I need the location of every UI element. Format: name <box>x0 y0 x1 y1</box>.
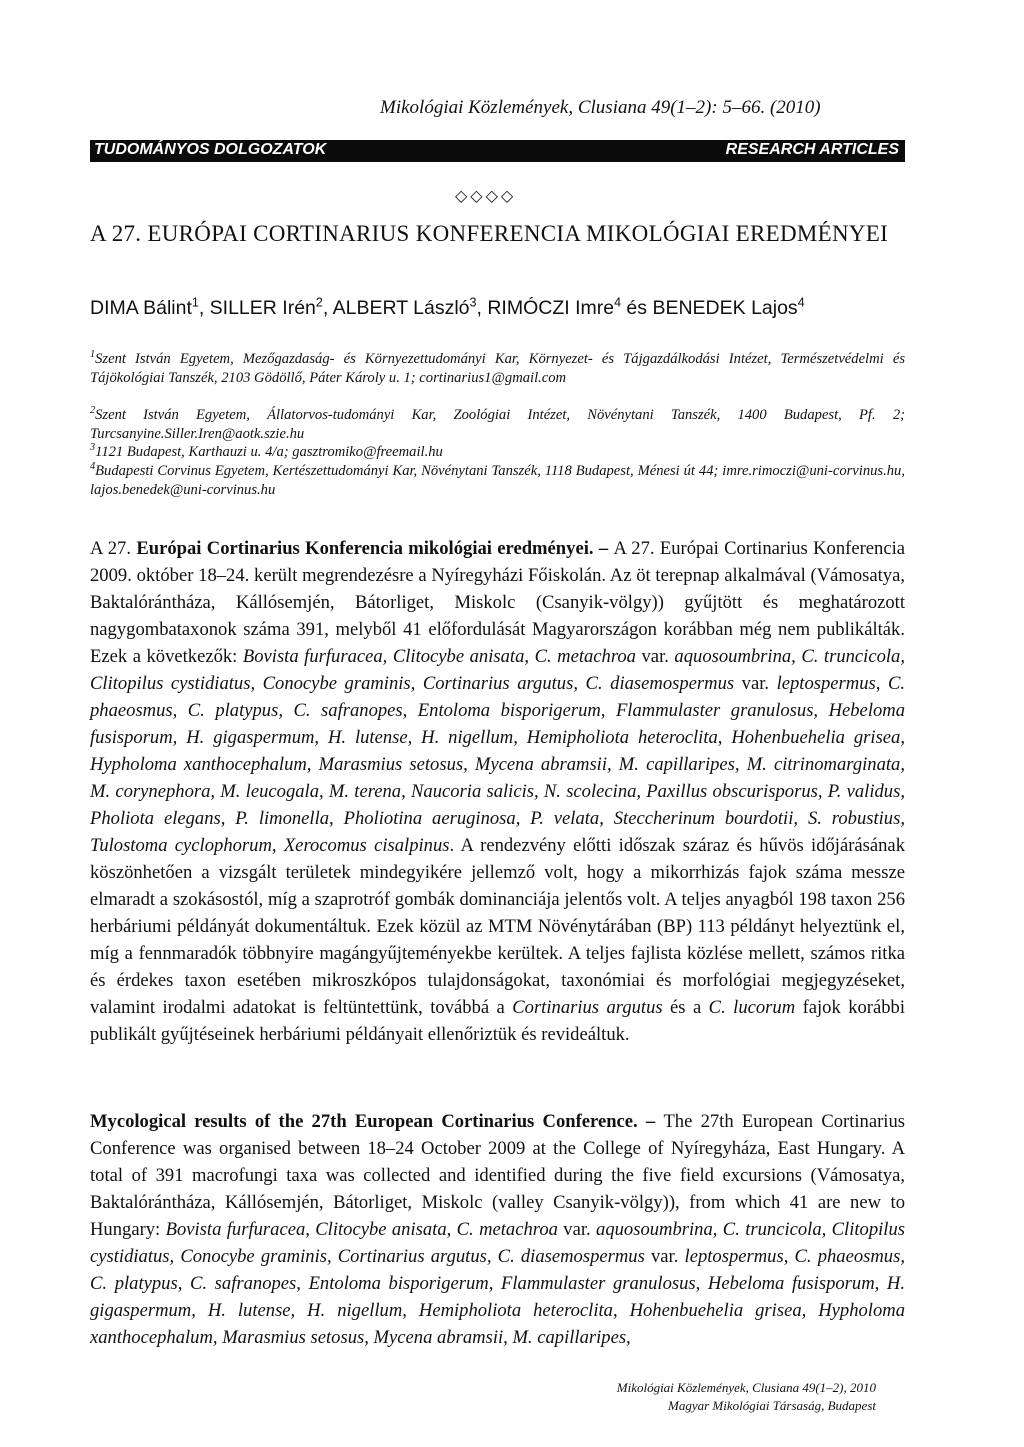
author-name: ALBERT László <box>332 297 470 319</box>
species-names: aquosoumbrina, C. truncicola, Clitopilus cystidiatus, Conocybe graminis, Cortinarius argutus, C. diasemospermus <box>90 646 905 694</box>
author-name: BENEDEK Lajos <box>652 297 798 319</box>
banner-right-label: RESEARCH ARTICLES <box>725 141 899 158</box>
species-names: Cortinarius argutus <box>512 997 663 1018</box>
body-text: fajok korábbi publikált gyűjtéseinek herbáriumi példányait ellenőriztük és revideáltuk. <box>90 997 906 1045</box>
author-name: DIMA Bálint <box>90 297 192 319</box>
affiliation-marker: 3 <box>90 442 96 454</box>
author-separator: , <box>322 297 333 319</box>
affiliation <box>90 443 905 462</box>
author-name: SILLER Irén <box>209 297 316 319</box>
species-names: Bovista furfuracea, Clitocybe anisata, C. metachroa <box>165 1219 558 1240</box>
species-names: aquosoumbrina, C. truncicola, Clitopilus cystidiatus, Conocybe graminis, Cortinarius argutus, C. diasemospermus <box>90 1219 906 1267</box>
author-separator: és <box>621 297 653 319</box>
author-affiliation-marker: 1 <box>191 295 199 310</box>
body-text: var. <box>557 1219 597 1240</box>
body-text: var. <box>644 1246 685 1267</box>
banner-left-label: TUDOMÁNYOS DOLGOZATOK <box>94 141 327 158</box>
article-title: A 27. EURÓPAI CORTINARIUS KONFERENCIA MIKOLÓGIAI EREDMÉNYEI <box>90 221 889 246</box>
author-affiliation-marker: 2 <box>315 295 323 310</box>
abstract-english <box>90 1108 905 1351</box>
author-separator: , <box>198 297 210 319</box>
author-affiliation-marker: 3 <box>469 295 477 310</box>
species-names: leptospermus, C. phaeosmus, C. platypus, C. safranopes, Entoloma bisporigerum, Flammulaster granulosus, Hebeloma fusisporum, H. gigaspermum, H. lutense, H. nigellum, Hemipholiota heteroclita, Hohenbuehelia grisea, Hypholoma xanthocephalum, Marasmius setosus, Mycena abramsii, M. capillaripes, M. citrinomarginata, M. corynephora, M. leucogala, M. terena, Naucoria salicis, N. scolecina, Paxillus obscurisporus, P. validus, Pholiota elegans, P. limonella, Pholiotina aeruginosa, P. velata, Steccherinum bourdotii, S. robustius, Tulostoma cyclophorum, Xerocomus cisalpinus <box>90 673 905 856</box>
affiliation-text: Szent István Egyetem, Állatorvos-tudományi Kar, Zoológiai Intézet, Növénytani Tanszék, 1400 Budapest, Pf. 2; Turcsanyine.Siller.Iren@aotk.szie.hu <box>90 407 905 442</box>
author-list <box>90 293 905 324</box>
affiliation-text: Budapesti Corvinus Egyetem, Kertészettudományi Kar, Növénytani Tanszék, 1118 Budapest, Ménesi út 44; imre.rimoczi@uni-corvinus.hu, lajos.benedek@uni-corvinus.hu <box>90 463 905 498</box>
affiliation-text: Szent István Egyetem, Mezőgazdaság- és Környezettudományi Kar, Környezet- és Tájgazdálkodási Intézet, Természetvédelmi és Tájökológiai Tanszék, 2103 Gödöllő, Páter Károly u. 1; cortinarius1@gmail.com <box>90 351 905 386</box>
body-text: A 27. Európai Cortinarius Konferencia 2009. október 18–24. került megrendezésre a Nyíregyházi Főiskolán. Az öt terepnap alkalmával (Vámosatya, Baktalórántháza, Kállósemjén, Bátorliget, Miskolc (Csanyik-völgy)) gyűjtött és meghatározott nagygombataxonok száma 391, melyből 41 előfordulását Magyarországon korábban még nem publikálták. Ezek a következők: <box>90 538 905 667</box>
footer-journal: Mikológiai Közlemények, Clusiana 49(1–2), 2010 <box>616 1380 876 1395</box>
bold-heading-text: Mycological results of the 27th European Cortinarius Conference. – <box>90 1111 664 1132</box>
diamond-ornament: ◇◇◇◇ <box>455 186 517 205</box>
body-text: . A rendezvény előtti időszak száraz és hűvös időjárásának köszönhetően a vizsgált területek mindegyikére jellemző volt, hogy a mikorrhizás fajok száma messze elmaradt a szokásostól, míg a szaprotróf gombák dominanciája jelentős volt. A teljes anyagból 198 taxon 256 herbáriumi példányát dokumentáltuk. Ezek közül az MTM Növénytárában (BP) 113 példányt helyeztünk el, míg a fennmaradók többnyire magángyűjteményekbe kerültek. A teljes fajlista közlése mellett, számos ritka és érdekes taxon esetében mikroszkópos tulajdonságokat, taxonómiai és morfológiai megjegyzéseket, valamint irodalmi adatokat is feltüntettünk, továbbá a <box>90 835 905 1018</box>
species-names: leptospermus, C. phaeosmus, C. platypus, C. safranopes, Entoloma bisporigerum, Flammulaster granulosus, Hebeloma fusisporum, H. gigaspermum, H. lutense, H. nigellum, Hemipholiota heteroclita, Hohenbuehelia grisea, Hypholoma xanthocephalum, Marasmius setosus, Mycena abramsii, M. capillaripes, <box>90 1246 905 1348</box>
body-text: var. <box>734 673 777 694</box>
journal-header: Mikológiai Közlemények, Clusiana 49(1–2): 5–66. (2010) <box>380 97 821 118</box>
affiliation-marker: 4 <box>90 461 96 473</box>
affiliation <box>90 462 905 499</box>
body-text: The 27th European Cortinarius Conference was organised between 18–24 October 2009 at the College of Nyíregyháza, East Hungary. A total of 391 macrofungi taxa was collected and identified during the five field excursions (Vámosatya, Baktalórántháza, Kállósemjén, Bátorliget, Miskolc (valley Csanyik-völgy)), from which 41 are new to Hungary: <box>90 1111 905 1240</box>
body-text: és a <box>662 997 709 1018</box>
paragraph-lead: A 27. <box>90 538 137 559</box>
body-text: var. <box>635 646 675 667</box>
bold-heading-text: Európai Cortinarius Konferencia mikológiai eredményei. – <box>136 538 614 559</box>
affiliation-marker: 1 <box>90 349 96 361</box>
affiliation-text: 1121 Budapest, Karthauzi u. 4/a; gasztromiko@freemail.hu <box>95 444 443 460</box>
abstract-hungarian <box>90 535 905 1048</box>
footer-publisher: Magyar Mikológiai Társaság, Budapest <box>668 1398 876 1413</box>
species-names: Bovista furfuracea, Clitocybe anisata, C. metachroa <box>242 646 636 667</box>
affiliation-marker: 2 <box>90 405 96 417</box>
author-affiliation-marker: 4 <box>797 295 805 310</box>
affiliation <box>90 406 905 443</box>
affiliation <box>90 350 905 387</box>
author-separator: , <box>476 297 488 319</box>
species-names: C. lucorum <box>708 997 796 1018</box>
author-affiliation-marker: 4 <box>614 295 622 310</box>
section-banner <box>90 140 905 162</box>
author-name: RIMÓCZI Imre <box>487 297 615 319</box>
